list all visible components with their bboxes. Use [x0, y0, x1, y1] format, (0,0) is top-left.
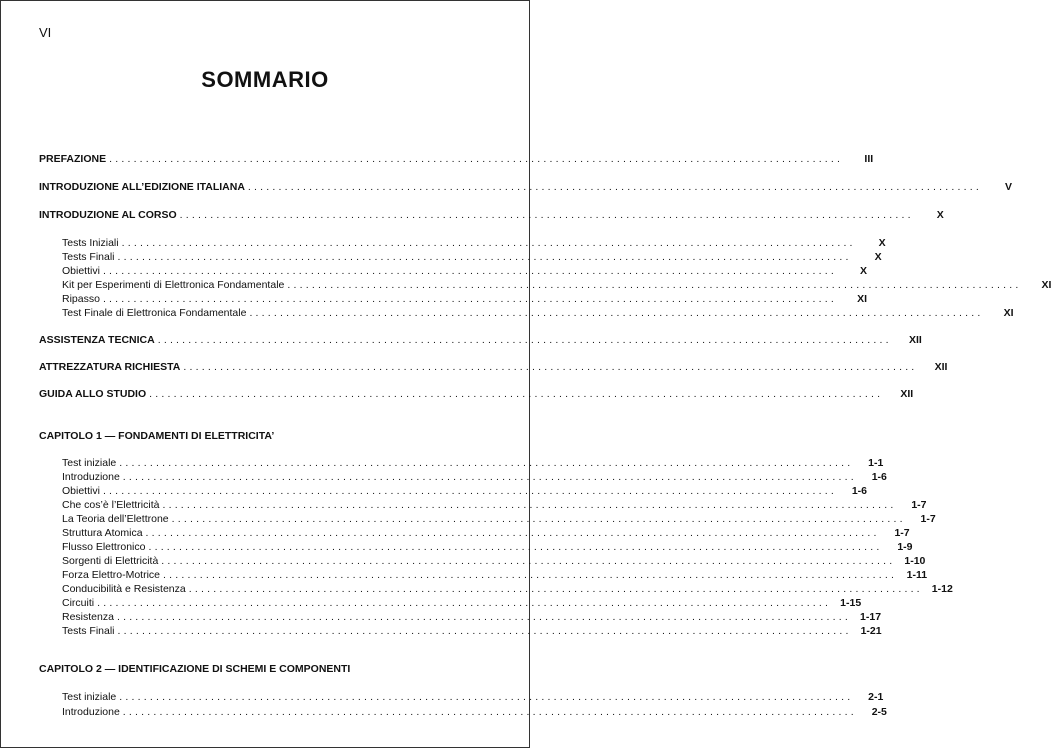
leader-dots: ........................................................................................................................ [97, 597, 832, 609]
toc-subentry[interactable] [62, 237, 886, 250]
toc-entry-label: Obiettivi [62, 485, 100, 497]
toc-subentry[interactable] [62, 625, 882, 638]
toc-subentry[interactable] [62, 513, 936, 526]
toc-entry-label: Tests Iniziali [62, 237, 119, 249]
toc-entry-label: Kit per Esperimenti di Elettronica Fondamentale [62, 279, 285, 291]
leader-dots: ........................................................................................................................ [163, 569, 898, 581]
toc-entry-page: 1-9 [897, 541, 913, 553]
toc-entry-label: Tests Finali [62, 625, 115, 637]
toc-subentry[interactable] [62, 279, 1051, 292]
toc-entry-label: Ripasso [62, 293, 100, 305]
toc-entry-page: 1-6 [871, 471, 887, 483]
toc-entry-label: Circuiti [62, 597, 95, 609]
toc-entry-page: XI [1003, 307, 1014, 319]
toc-entry-label: Introduzione [62, 706, 120, 718]
toc-entry-page: V [1004, 181, 1012, 193]
leader-dots: ........................................................................................................................ [119, 691, 854, 703]
toc-subentry[interactable] [62, 541, 913, 554]
toc-entry-page: 1-1 [868, 457, 884, 469]
toc-entry-guida-allo-studio[interactable] [39, 388, 914, 401]
leader-dots: ........................................................................................................................ [145, 527, 880, 539]
toc-entry-page: 1-12 [931, 583, 953, 595]
leader-dots: ........................................................................................................................ [117, 251, 852, 263]
toc-entry-label: ATTREZZATURA RICHIESTA [39, 361, 181, 373]
toc-entry-page: 2-1 [868, 691, 884, 703]
toc-entry-page: 1-10 [904, 555, 926, 567]
toc-subentry[interactable] [62, 499, 927, 512]
leader-dots: ........................................................................................................................ [179, 209, 914, 221]
leader-dots: ........................................................................................................................ [102, 485, 838, 497]
toc-entry-label: La Teoria dell’Elettrone [62, 513, 169, 525]
toc-entry-introduzione-al-corso[interactable] [39, 209, 944, 222]
toc-entry-page: 2-5 [871, 706, 887, 718]
toc-entry-page: 1-7 [911, 499, 927, 511]
toc-entry-label: INTRODUZIONE AL CORSO [39, 209, 177, 221]
toc-entry-label: PREFAZIONE [39, 153, 107, 165]
toc-entry-page: XI [1041, 279, 1051, 291]
toc-entry-page: X [936, 209, 944, 221]
toc-entry-page: X [874, 251, 882, 263]
toc-entry-page: 1-6 [851, 485, 868, 497]
toc-entry-page: 1-21 [860, 625, 882, 637]
toc-entry-page: X [878, 237, 886, 249]
toc-entry-label: Introduzione [62, 471, 120, 483]
leader-dots: ........................................................................................................................ [116, 611, 852, 623]
toc-entry-page: III [864, 153, 874, 165]
toc-subentry[interactable] [62, 597, 862, 610]
leader-dots: ........................................................................................................................ [249, 307, 984, 319]
toc-entry-label: Test iniziale [62, 691, 117, 703]
leader-dots: ........................................................................................................................ [102, 293, 838, 305]
toc-entry-label: Resistenza [62, 611, 114, 623]
toc-subentry[interactable] [62, 265, 868, 278]
chapter-1-heading[interactable]: CAPITOLO 1 — FONDAMENTI DI ELETTRICITA’ [39, 430, 275, 442]
toc-subentry[interactable] [62, 611, 882, 624]
leader-dots: ........................................................................................................................ [121, 237, 856, 249]
toc-subentry[interactable] [62, 471, 887, 484]
leader-dots: ........................................................................................................................ [287, 279, 1022, 291]
toc-subentry[interactable] [62, 485, 868, 498]
page-number: VI [39, 25, 52, 40]
chapter-2-heading[interactable]: CAPITOLO 2 — IDENTIFICAZIONE DI SCHEMI E COMPONENTI [39, 663, 351, 675]
leader-dots: ........................................................................................................................ [122, 706, 857, 718]
leader-dots: ........................................................................................................................ [157, 334, 892, 346]
toc-subentry[interactable] [62, 457, 884, 470]
toc-subentry[interactable] [62, 691, 884, 704]
toc-entry-attrezzatura-richiesta[interactable] [39, 361, 948, 374]
toc-subentry[interactable] [62, 307, 1014, 320]
page-title: SOMMARIO [201, 67, 329, 92]
toc-entry-page: 1-11 [906, 569, 928, 581]
toc-subentry[interactable] [62, 706, 887, 719]
toc-entry-page: XII [934, 361, 948, 373]
toc-entry-label: Forza Elettro-Motrice [62, 569, 161, 581]
leader-dots: ........................................................................................................................ [119, 457, 854, 469]
leader-dots: ........................................................................................................................ [109, 153, 844, 165]
toc-entry-page: XI [857, 293, 868, 305]
toc-entry-label: GUIDA ALLO STUDIO [39, 388, 147, 400]
toc-entry-page: X [860, 265, 868, 277]
toc-entry-label: Conducibilità e Resistenza [62, 583, 186, 595]
toc-entry-label: Test Finale di Elettronica Fondamentale [62, 307, 247, 319]
leader-dots: ........................................................................................................................ [171, 513, 906, 525]
toc-subentry[interactable] [62, 293, 868, 306]
toc-entry-page: 1-7 [920, 513, 936, 525]
toc-entry-label: ASSISTENZA TECNICA [39, 334, 155, 346]
leader-dots: ........................................................................................................................ [247, 181, 982, 193]
toc-entry-page: 1-15 [840, 597, 862, 609]
leader-dots: ........................................................................................................................ [117, 625, 852, 637]
toc-entry-introduzione-edizione-italiana[interactable] [39, 181, 1012, 194]
toc-subentry[interactable] [62, 569, 928, 582]
toc-entry-page: XII [908, 334, 922, 346]
toc-entry-page: 1-7 [894, 527, 910, 539]
toc-entry-label: Test iniziale [62, 457, 117, 469]
leader-dots: ........................................................................................................................ [161, 555, 896, 567]
toc-subentry[interactable] [62, 251, 882, 264]
leader-dots: ........................................................................................................................ [149, 388, 884, 400]
toc-entry-page: XII [900, 388, 914, 400]
toc-entry-page: 1-17 [860, 611, 882, 623]
leader-dots: ........................................................................................................................ [102, 265, 838, 277]
toc-subentry[interactable] [62, 555, 926, 568]
leader-dots: ........................................................................................................................ [183, 361, 918, 373]
toc-subentry[interactable] [62, 527, 910, 540]
toc-entry-label: Che cos’è l’Elettricità [62, 499, 160, 511]
toc-entry-label: Sorgenti di Elettricità [62, 555, 159, 567]
toc-entry-label: INTRODUZIONE ALL’EDIZIONE ITALIANA [39, 181, 245, 193]
leader-dots: ........................................................................................................................ [148, 541, 883, 553]
leader-dots: ........................................................................................................................ [188, 583, 923, 595]
toc-entry-label: Tests Finali [62, 251, 115, 263]
toc-entry-prefazione[interactable] [39, 153, 874, 166]
toc-entry-assistenza-tecnica[interactable] [39, 334, 922, 347]
toc-subentry[interactable] [62, 583, 953, 596]
leader-dots: ........................................................................................................................ [162, 499, 897, 511]
toc-entry-label: Flusso Elettronico [62, 541, 146, 553]
toc-entry-label: Struttura Atomica [62, 527, 143, 539]
toc-entry-label: Obiettivi [62, 265, 100, 277]
leader-dots: ........................................................................................................................ [122, 471, 857, 483]
